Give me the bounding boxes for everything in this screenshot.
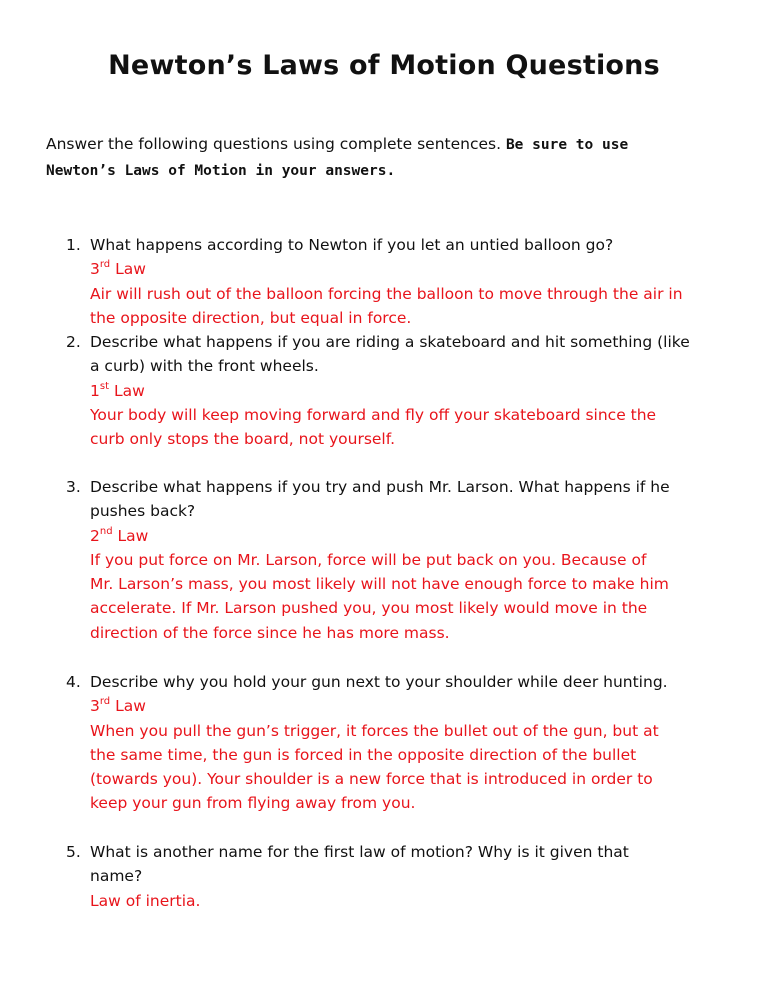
instructions-emphasis-2: Newton’s Laws of Motion in your answers. <box>46 163 396 179</box>
question-2 <box>66 330 736 451</box>
question-number: 3. <box>66 478 81 496</box>
instructions-emphasis-1: Be sure to use <box>505 137 629 153</box>
question-text: What is another name for the first law of motion? Why is it given that <box>90 843 629 861</box>
question-number: 2. <box>66 333 81 351</box>
law-label: 3rd Law <box>90 696 146 716</box>
law-label: 2nd Law <box>90 525 149 545</box>
answer-text: When you pull the gun’s trigger, it forces the bullet out of the gun, but at <box>90 721 659 740</box>
question-text: name? <box>90 867 143 886</box>
question-text: Describe why you hold your gun next to your shoulder while deer hunting. <box>90 673 668 691</box>
answer-text: Law of inertia. <box>90 891 201 910</box>
instructions <box>46 132 726 184</box>
question-4 <box>66 670 736 816</box>
instructions-text: Answer the following questions using complete sentences. <box>46 135 502 153</box>
answer-text: Your body will keep moving forward and fly off your skateboard since the <box>90 405 657 424</box>
answer-text: direction of the force since he has more mass. <box>90 623 450 642</box>
question-number: 4. <box>66 673 81 691</box>
law-label: 1st Law <box>90 380 145 400</box>
answer-text: the opposite direction, but equal in force. <box>90 308 412 327</box>
page-title: Newton’s Laws of Motion Questions <box>108 50 660 81</box>
question-text: a curb) with the front wheels. <box>90 357 319 376</box>
question-text: What happens according to Newton if you let an untied balloon go? <box>90 236 614 254</box>
answer-text: Air will rush out of the balloon forcing the balloon to move through the air in <box>90 284 683 303</box>
answer-text: Mr. Larson’s mass, you most likely will not have enough force to make him <box>90 575 669 594</box>
answer-text: accelerate. If Mr. Larson pushed you, you most likely would move in the <box>90 599 648 618</box>
answer-text: If you put force on Mr. Larson, force will be put back on you. Because of <box>90 550 647 569</box>
question-number: 5. <box>66 843 81 861</box>
answer-text: the same time, the gun is forced in the opposite direction of the bullet <box>90 745 637 764</box>
question-text: Describe what happens if you are riding a skateboard and hit something (like <box>90 333 690 351</box>
question-5 <box>66 840 736 913</box>
question-3 <box>66 475 736 645</box>
answer-text: curb only stops the board, not yourself. <box>90 430 395 449</box>
answer-text: keep your gun from flying away from you. <box>90 794 416 813</box>
question-number: 1. <box>66 236 81 254</box>
question-text: pushes back? <box>90 502 196 521</box>
law-label: 3rd Law <box>90 259 146 279</box>
answer-text: (towards you). Your shoulder is a new force that is introduced in order to <box>90 770 653 789</box>
question-1 <box>66 233 736 330</box>
question-text: Describe what happens if you try and push Mr. Larson. What happens if he <box>90 478 670 496</box>
